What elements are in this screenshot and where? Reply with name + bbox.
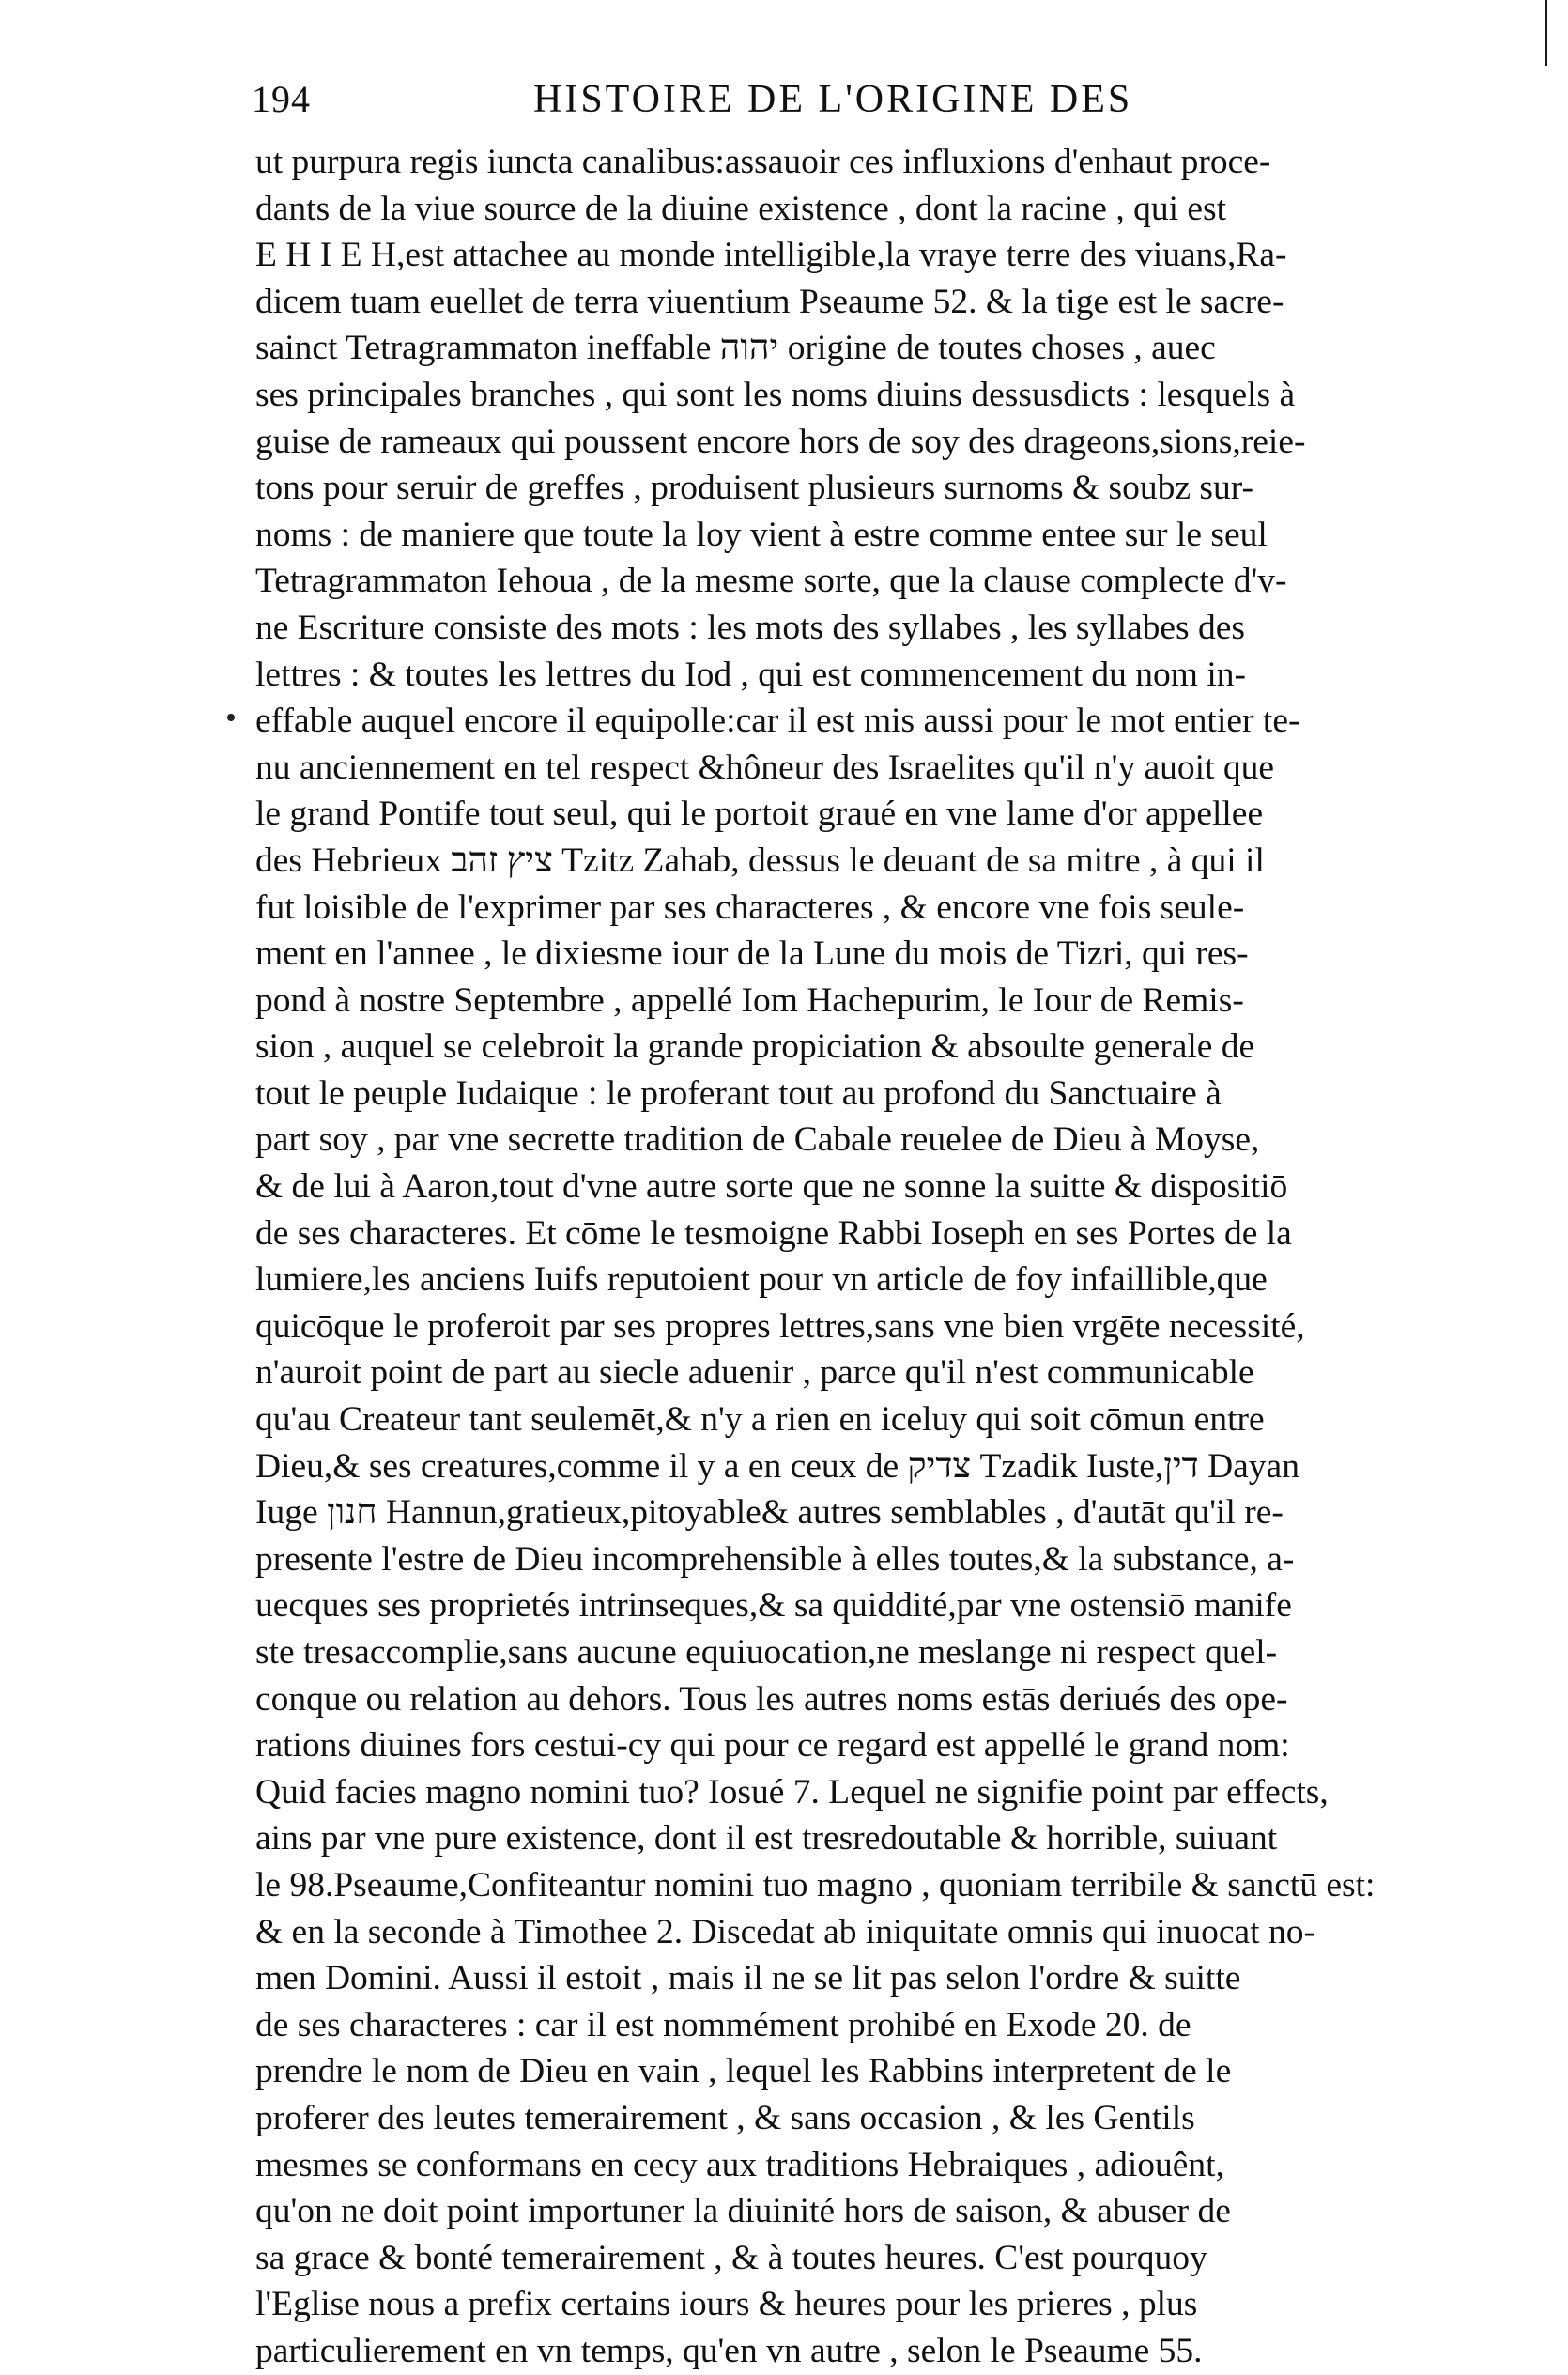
running-title: HISTOIRE DE L'ORIGINE DES [533, 78, 1133, 121]
text-line: ment en l'annee , le dixiesme iour de la Lune du mois de Tizri, qui res- [255, 934, 1249, 974]
margin-mark [227, 714, 235, 721]
text-line: Quid facies magno nomini tuo? Iosué 7. Lequel ne signifie point par effects, [255, 1772, 1329, 1812]
text-line: sion , auquel se celebroit la grande propiciation & absoulte generale de [255, 1027, 1255, 1067]
text-line: pond à nostre Septembre , appellé Iom Hachepurim, le Iour de Remis- [255, 980, 1244, 1020]
text-line: des Hebrieux ציץ זהב Tzitz Zahab, dessus le deuant de sa mitre , à qui il [255, 841, 1265, 880]
text-line: dicem tuam euellet de terra viuentium Pseaume 52. & la tige est le sacre- [255, 282, 1284, 321]
text-line: ste tresaccomplie,sans aucune equiuocation,ne meslange ni respect quel- [255, 1633, 1278, 1672]
text-line: lettres : & toutes les lettres du Iod , qui est commencement du nom in- [255, 655, 1246, 694]
page-edge-line [1545, 0, 1547, 66]
text-line: fut loisible de l'exprimer par ses characteres , & encore vne fois seule- [255, 887, 1245, 927]
text-line: tons pour seruir de greffes , produisent plusieurs surnoms & soubz sur- [255, 469, 1253, 508]
body-text [255, 139, 1467, 2375]
text-line: nu anciennement en tel respect &hôneur des Israelites qu'il n'y auoit que [255, 748, 1275, 787]
text-line: presente l'estre de Dieu incomprehensible à elles toutes,& la substance, a- [255, 1539, 1295, 1579]
text-line: sa grace & bonté temerairement , & à toutes heures. C'est pourquoy [255, 2238, 1207, 2277]
text-line: ne Escriture consiste des mots : les mots des syllabes , les syllabes des [255, 608, 1245, 647]
text-line: de ses characteres. Et cōme le tesmoigne Rabbi Ioseph en ses Portes de la [255, 1213, 1292, 1253]
text-line: ses principales branches , qui sont les noms diuins dessusdicts : lesquels à [255, 375, 1296, 414]
text-line: de ses characteres : car il est nommément prohibé en Exode 20. de [255, 2005, 1191, 2044]
text-line: & en la seconde à Timothee 2. Discedat ab iniquitate omnis qui inuocat no- [255, 1912, 1315, 1951]
text-line: ut purpura regis iuncta canalibus:assauoir ces influxions d'enhaut proce- [255, 143, 1271, 181]
text-line: & de lui à Aaron,tout d'vne autre sorte que ne sonne la suitte & dispositiō [255, 1167, 1288, 1207]
text-line: le 98.Pseaume,Confiteantur nomini tuo magno , quoniam terribile & sanctū est: [255, 1865, 1376, 1905]
text-line: E H I E H,est attachee au monde intelligible,la vraye terre des viuans,Ra- [255, 236, 1287, 275]
text-line: n'auroit point de part au siecle aduenir , parce qu'il n'est communicable [255, 1353, 1254, 1393]
text-line: part soy , par vne secrette tradition de Cabale reuelee de Dieu à Moyse, [255, 1120, 1260, 1160]
text-line: particulierement en vn temps, qu'en vn autre , selon le Pseaume 55. [255, 2331, 1203, 2370]
text-line: l'Eglise nous a prefix certains iours & heures pour les prieres , plus [255, 2285, 1198, 2324]
text-line: qu'on ne doit point importuner la diuinité hors de saison, & abuser de [255, 2192, 1231, 2231]
text-line: effable auquel encore il equipolle:car il est mis aussi pour le mot entier te- [255, 702, 1300, 741]
text-line: lumiere,les anciens Iuifs reputoient pour vn article de foy infaillible,que [255, 1260, 1268, 1300]
text-line: men Domini. Aussi il estoit , mais il ne se lit pas selon l'ordre & suitte [255, 1959, 1241, 1998]
text-line: proferer des leutes temerairement , & sans occasion , & les Gentils [255, 2098, 1195, 2137]
text-line: dants de la viue source de la diuine existence , dont la racine , qui est [255, 189, 1227, 228]
text-line: qu'au Createur tant seulemēt,& n'y a rien en iceluy qui soit cōmun entre [255, 1400, 1265, 1440]
text-line: Iuge חנון Hannun,gratieux,pitoyable& autres semblables , d'autāt qu'il re- [255, 1493, 1284, 1533]
text-line: conque ou relation au dehors. Tous les autres noms estās deriués des ope- [255, 1679, 1288, 1719]
text-line: guise de rameaux qui poussent encore hors de soy des drageons,sions,reie- [255, 422, 1306, 461]
text-line: prendre le nom de Dieu en vain , lequel les Rabbins interpretent de le [255, 2052, 1232, 2091]
page-number: 194 [252, 78, 311, 120]
text-line: rations diuines fors cestui-cy qui pour ce regard est appellé le grand nom: [255, 1726, 1290, 1766]
text-line: mesmes se conformans en cecy aux traditions Hebraiques , adiouênt, [255, 2145, 1224, 2184]
text-line: le grand Pontife tout seul, qui le portoit graué en vne lame d'or appellee [255, 794, 1264, 834]
text-line: sainct Tetragrammaton ineffable יהוה origine de toutes choses , auec [255, 329, 1216, 368]
text-line: Dieu,& ses creatures,comme il y a en ceux de צדיק Tzadik Iuste,דין Dayan [255, 1446, 1299, 1486]
text-line: quicōque le proferoit par ses propres lettres,sans vne bien vrgēte necessité, [255, 1306, 1305, 1346]
text-line: Tetragrammaton Iehoua , de la mesme sorte, que la clause complecte d'v- [255, 562, 1287, 601]
text-line: ains par vne pure existence, dont il est tresredoutable & horrible, suiuant [255, 1819, 1278, 1858]
text-line: tout le peuple Iudaique : le proferant tout au profond du Sanctuaire à [255, 1073, 1222, 1113]
page-header [252, 77, 1313, 130]
text-line: noms : de maniere que toute la loy vient à estre comme entee sur le seul [255, 515, 1268, 554]
text-line: uecques ses proprietés intrinseques,& sa quiddité,par vne ostensiō manife [255, 1586, 1292, 1626]
